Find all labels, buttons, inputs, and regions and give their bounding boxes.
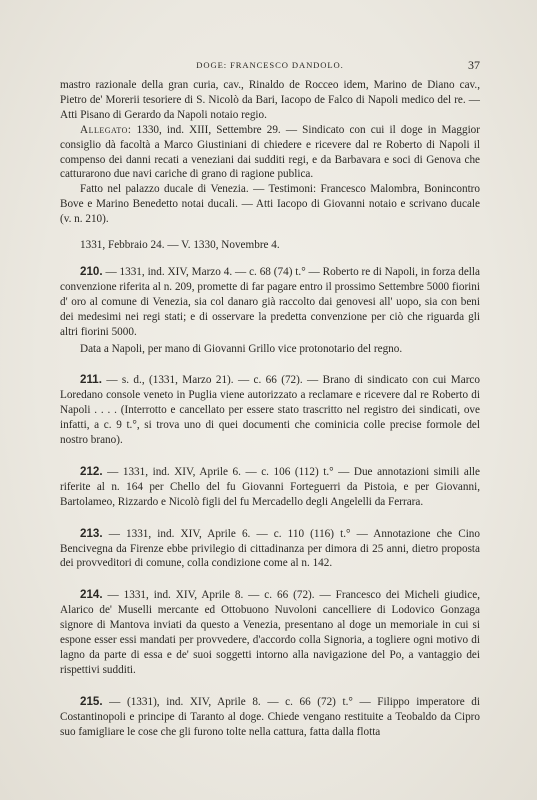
entry-215 <box>60 695 480 740</box>
entry-214 <box>60 588 480 677</box>
entry-213 <box>60 527 480 572</box>
witness-paragraph: Fatto nel palazzo ducale di Venezia. — Testimoni: Francesco Malombra, Bonincontro Bove e Marino Benedetto notai ducali. — Atti Iacopo di Giovanni notaio e scrivano ducale (v. n. 210). <box>60 183 480 226</box>
allegato-label: Allegato: <box>80 123 132 136</box>
entry-number: 215. <box>80 694 103 708</box>
entry-211 <box>60 373 480 448</box>
entry-number: 211. <box>80 373 102 387</box>
allegato-paragraph <box>60 123 480 183</box>
entry-text: — (1331), ind. XIV, Aprile 8. — c. 66 (72) t.° — Filippo imperatore di Costantinopoli e principe di Taranto al doge. Chiede vengano restituite a Teobaldo da Cipro suo famigliare le cose che gli furono tolte nella cattura, fatta dalla flotta <box>60 695 480 738</box>
page-body <box>60 78 480 740</box>
entry-210-note: Data a Napoli, per mano di Giovanni Grillo vice protonotario del regno. <box>80 342 403 355</box>
entry-text: — 1331, ind. XIV, Aprile 6. — c. 110 (116) t.° — Annotazione che Cino Bencivegna da Firenze ebbe privilegio di cittadinanza per dimora di 25 anni, dietro proposta dei provveditori di comune, colla condizione come al n. 142. <box>60 527 480 570</box>
entry-number: 213. <box>80 526 103 540</box>
entry-number: 212. <box>80 464 103 478</box>
entry-text: — s. d., (1331, Marzo 21). — c. 66 (72). — Brano di sindicato con cui Marco Loredano console veneto in Puglia viene autorizzato a reclamare e ricevere dal re Roberto di Napoli . . . . (Interrotto e cancellato per essere stato trascritto nel registro dei sindicati, ove infatti, a c. 9 t.°, si trova uno di quei documenti che cominicia colle precise formole del nostro brano). <box>60 374 480 447</box>
entry-number: 210. <box>80 264 103 278</box>
entry-text: — 1331, ind. XIV, Aprile 6. — c. 106 (112) t.° — Due annotazioni simili alle riferite al n. 164 per Chello del fu Giovanni Forteguerri da Pistoia, e per Giovanni, Bartolameo, Rizzardo e Nicolò figli del fu Mercadello degli Angelelli da Ferrara. <box>60 465 480 508</box>
page-header <box>60 58 480 74</box>
entry-212 <box>60 465 480 510</box>
continuation-paragraph: mastro razionale della gran curia, cav., Rinaldo de Rocceo idem, Marino de Diano cav., Pietro de' Morerii tesoriere di S. Nicolò da Bari, Iacopo de Falco di Napoli medico del re. — Atti Pisano di Gerardo da Napoli notaio regio. <box>60 79 480 121</box>
cross-reference-dateline: 1331, Febbraio 24. — V. 1330, Novembre 4. <box>80 239 280 252</box>
entry-number: 214. <box>80 588 103 602</box>
entry-text: — 1331, ind. XIV, Aprile 8. — c. 66 (72). — Francesco dei Micheli giudice, Alarico de' Muselli mercante ed Ottobuono Nuvoloni cancelliere di Lodovico Gonzaga signore di Mantova inviati da questo a Venezia, presentano al doge un memoriale in cui si espone esser essi mandati per provvedere, d'accordo colla Signoria, a togliere ogni motivo di lagno da parte di essa e de' suoi soggetti intorno alla navigazione del Po, a vantaggio dei rispettivi sudditi. <box>60 589 480 676</box>
allegato-text: 1330, ind. XIII, Settembre 29. — Sindicato con cui il doge in Maggior consiglio dà facoltà a Marco Giustiniani di chiedere e ricevere dal re Roberto di Napoli il compenso dei danni recati a veneziani dai sudditi regi, e da Barbavara e soci di Genova che catturarono due navi cariche di grano di ragione publica. <box>60 123 480 181</box>
entry-text: — 1331, ind. XIV, Marzo 4. — c. 68 (74) t.° — Roberto re di Napoli, in forza della convenzione riferita al n. 209, promette di far pagare entro il prossimo Settembre 5000 fiorini d' oro al comune di Venezia, sia col danaro già raccolto dai genovesi all' uopo, sia con beni dei medesimi nei regi stati; e di osservare la predetta convenzione per ciò che riguarda gli altri fiorini 5000. <box>60 265 480 338</box>
entry-210 <box>60 265 480 340</box>
page-number: 37 <box>468 58 480 72</box>
running-head: DOGE: FRANCESCO DANDOLO. <box>196 60 344 70</box>
